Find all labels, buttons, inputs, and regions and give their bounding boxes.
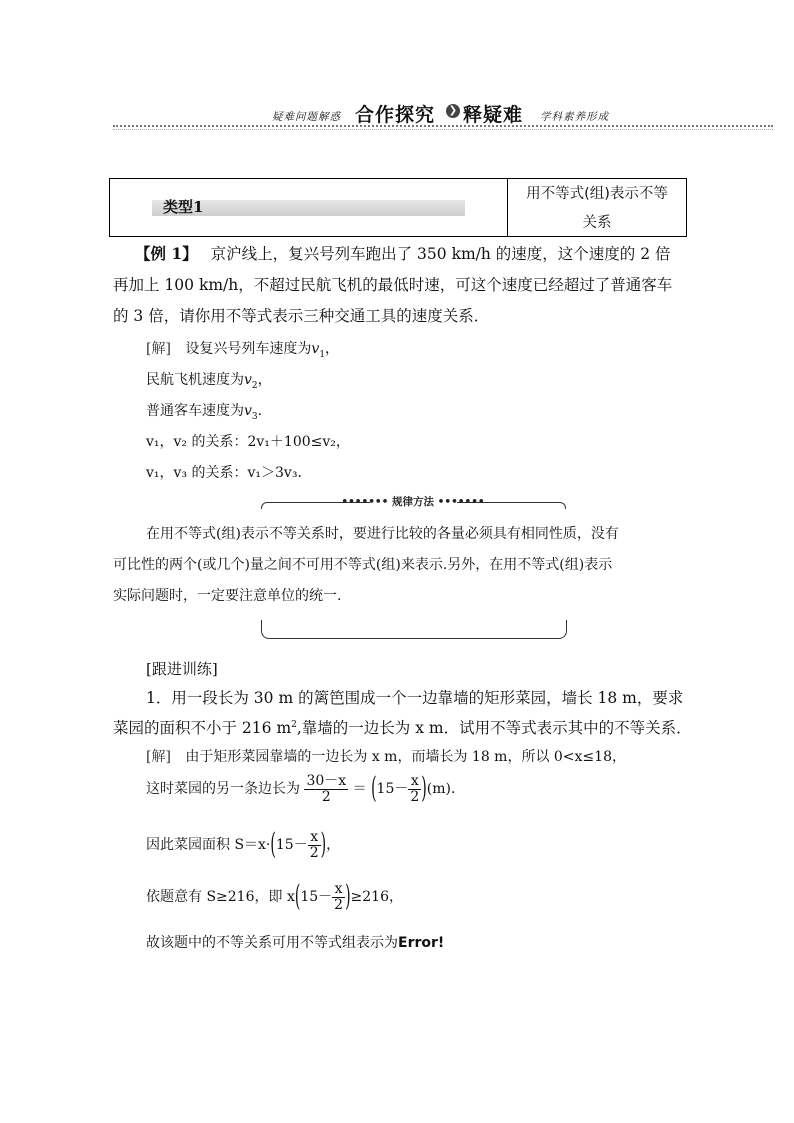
fraction-x-over-2 bbox=[308, 830, 321, 860]
text: 15－ bbox=[376, 781, 409, 798]
text: 因此菜园面积 S＝x· bbox=[146, 837, 271, 854]
solution2-line-2 bbox=[146, 774, 465, 804]
superscript-2: 2 bbox=[291, 719, 297, 730]
header-divider-secondary bbox=[113, 129, 773, 130]
header-divider bbox=[113, 125, 773, 127]
fraction-x-over-2 bbox=[332, 882, 345, 912]
solution2-text-1: 由于矩形菜园靠墙的一边长为 x m，而墙长为 18 m，所以 0<x≤18， bbox=[185, 749, 626, 765]
type-box-divider bbox=[507, 178, 508, 237]
var-v2: v bbox=[244, 372, 252, 388]
right-paren: ) bbox=[345, 880, 351, 914]
fraction-30-x-over-2 bbox=[304, 774, 348, 804]
method-title: ••••••• 规律方法 ••••••• bbox=[341, 496, 485, 508]
type-title-line2: 关系 bbox=[582, 215, 612, 231]
solution1-line-5: v₁，v₃ 的关系：v₁＞3v₃. bbox=[146, 465, 302, 481]
solution1-text-2: 民航飞机速度为 bbox=[146, 372, 244, 388]
error-text: Error! bbox=[398, 935, 445, 951]
denominator: 2 bbox=[334, 896, 344, 913]
numerator: x bbox=[308, 830, 321, 846]
header-title-right: 释疑难 bbox=[463, 104, 524, 126]
solution1-line-3 bbox=[146, 400, 262, 422]
text: 15－ bbox=[275, 837, 308, 854]
header-title-left: 合作探究 bbox=[355, 104, 436, 126]
example-line-2: 再加上 100 km/h，不超过民航飞机的最低时速，可这个速度已经超过了普通客车 bbox=[113, 276, 673, 294]
punct: ， bbox=[325, 341, 340, 357]
text: ≥216， bbox=[350, 889, 403, 906]
practice-text-a: 菜园的面积不小于 216 m bbox=[113, 719, 292, 737]
equals: ＝ bbox=[352, 781, 367, 798]
method-line-3: 实际问题时，一定要注意单位的统一. bbox=[113, 588, 342, 604]
header-right-text: 学科素养形成 bbox=[540, 111, 609, 123]
practice-tag: [跟进训练] bbox=[146, 660, 218, 678]
punct: ， bbox=[257, 372, 272, 388]
left-paren: ( bbox=[371, 772, 377, 806]
var-v3: v bbox=[244, 403, 252, 419]
var-v1: v bbox=[311, 341, 320, 357]
numerator: x bbox=[332, 882, 345, 898]
numerator: x bbox=[408, 774, 421, 790]
denominator: 2 bbox=[321, 788, 331, 805]
example-text-1: 京沪线上，复兴号列车跑出了 350 km/h 的速度，这个速度的 2 倍 bbox=[210, 245, 671, 263]
chevron-right-icon: ❯ bbox=[446, 104, 460, 118]
example-line-3: 的 3 倍，请你用不等式表示三种交通工具的速度关系． bbox=[113, 307, 490, 325]
practice-question-line-1: 1．用一段长为 30 m 的篱笆围成一个一边靠墙的矩形菜园，墙长 18 m，要求 bbox=[146, 689, 684, 707]
method-line-1: 在用不等式(组)表示不等关系时，要进行比较的各量必须具有相同性质，没有 bbox=[146, 526, 619, 542]
left-paren: ( bbox=[294, 880, 301, 914]
solution2-line-1 bbox=[146, 746, 626, 766]
text: 故该题中的不等关系可用不等式组表示为 bbox=[146, 935, 398, 951]
denominator: 2 bbox=[309, 844, 319, 861]
solution1-text-1: 设复兴号列车速度为 bbox=[185, 341, 312, 357]
solution1-line-2 bbox=[146, 369, 272, 391]
solution2-line-4 bbox=[146, 882, 403, 912]
practice-text-b: ,靠墙的一边长为 x m．试用不等式表示其中的不等关系． bbox=[296, 719, 692, 737]
text: 15－ bbox=[300, 889, 333, 906]
text: ， bbox=[326, 837, 341, 854]
right-paren: ) bbox=[320, 828, 327, 862]
solution1-line-4: v₁，v₂ 的关系：2v₁＋100≤v₂， bbox=[146, 434, 350, 450]
text: (m)． bbox=[426, 781, 465, 798]
right-paren: ) bbox=[421, 772, 427, 806]
header-left-text: 疑难问题解惑 bbox=[272, 111, 341, 123]
text: 依题意有 S≥216，即 x bbox=[146, 889, 295, 906]
numerator: 30－x bbox=[306, 773, 347, 789]
type-title-line1: 用不等式(组)表示不等 bbox=[526, 186, 668, 202]
example-line-1 bbox=[135, 242, 671, 264]
solution2-tag: [解] bbox=[146, 749, 171, 765]
denominator: 2 bbox=[410, 788, 420, 805]
solution1-tag: [解] bbox=[146, 341, 171, 357]
type-title bbox=[512, 180, 682, 238]
solution1-text-3: 普通客车速度为 bbox=[146, 403, 244, 419]
solution2-line-5 bbox=[146, 932, 444, 952]
sub-1: 1 bbox=[319, 349, 326, 360]
solution1-line-1 bbox=[146, 338, 339, 360]
method-box-bottom bbox=[261, 620, 567, 639]
solution2-line-3 bbox=[146, 830, 340, 860]
left-paren: ( bbox=[270, 828, 276, 862]
type-label: 类型1 bbox=[163, 198, 204, 216]
fraction-x-over-2 bbox=[408, 774, 421, 804]
method-line-2: 可比性的两个(或几个)量之间不可用不等式(组)来表示.另外，在用不等式(组)表示 bbox=[113, 557, 613, 573]
practice-question-line-2 bbox=[113, 716, 692, 738]
sub-2: 2 bbox=[251, 380, 258, 391]
sub-3: 3 bbox=[251, 411, 258, 422]
example-tag: 【例 1】 bbox=[135, 244, 198, 263]
punct: . bbox=[257, 403, 263, 419]
text: 这时菜园的另一条边长为 bbox=[146, 781, 300, 798]
